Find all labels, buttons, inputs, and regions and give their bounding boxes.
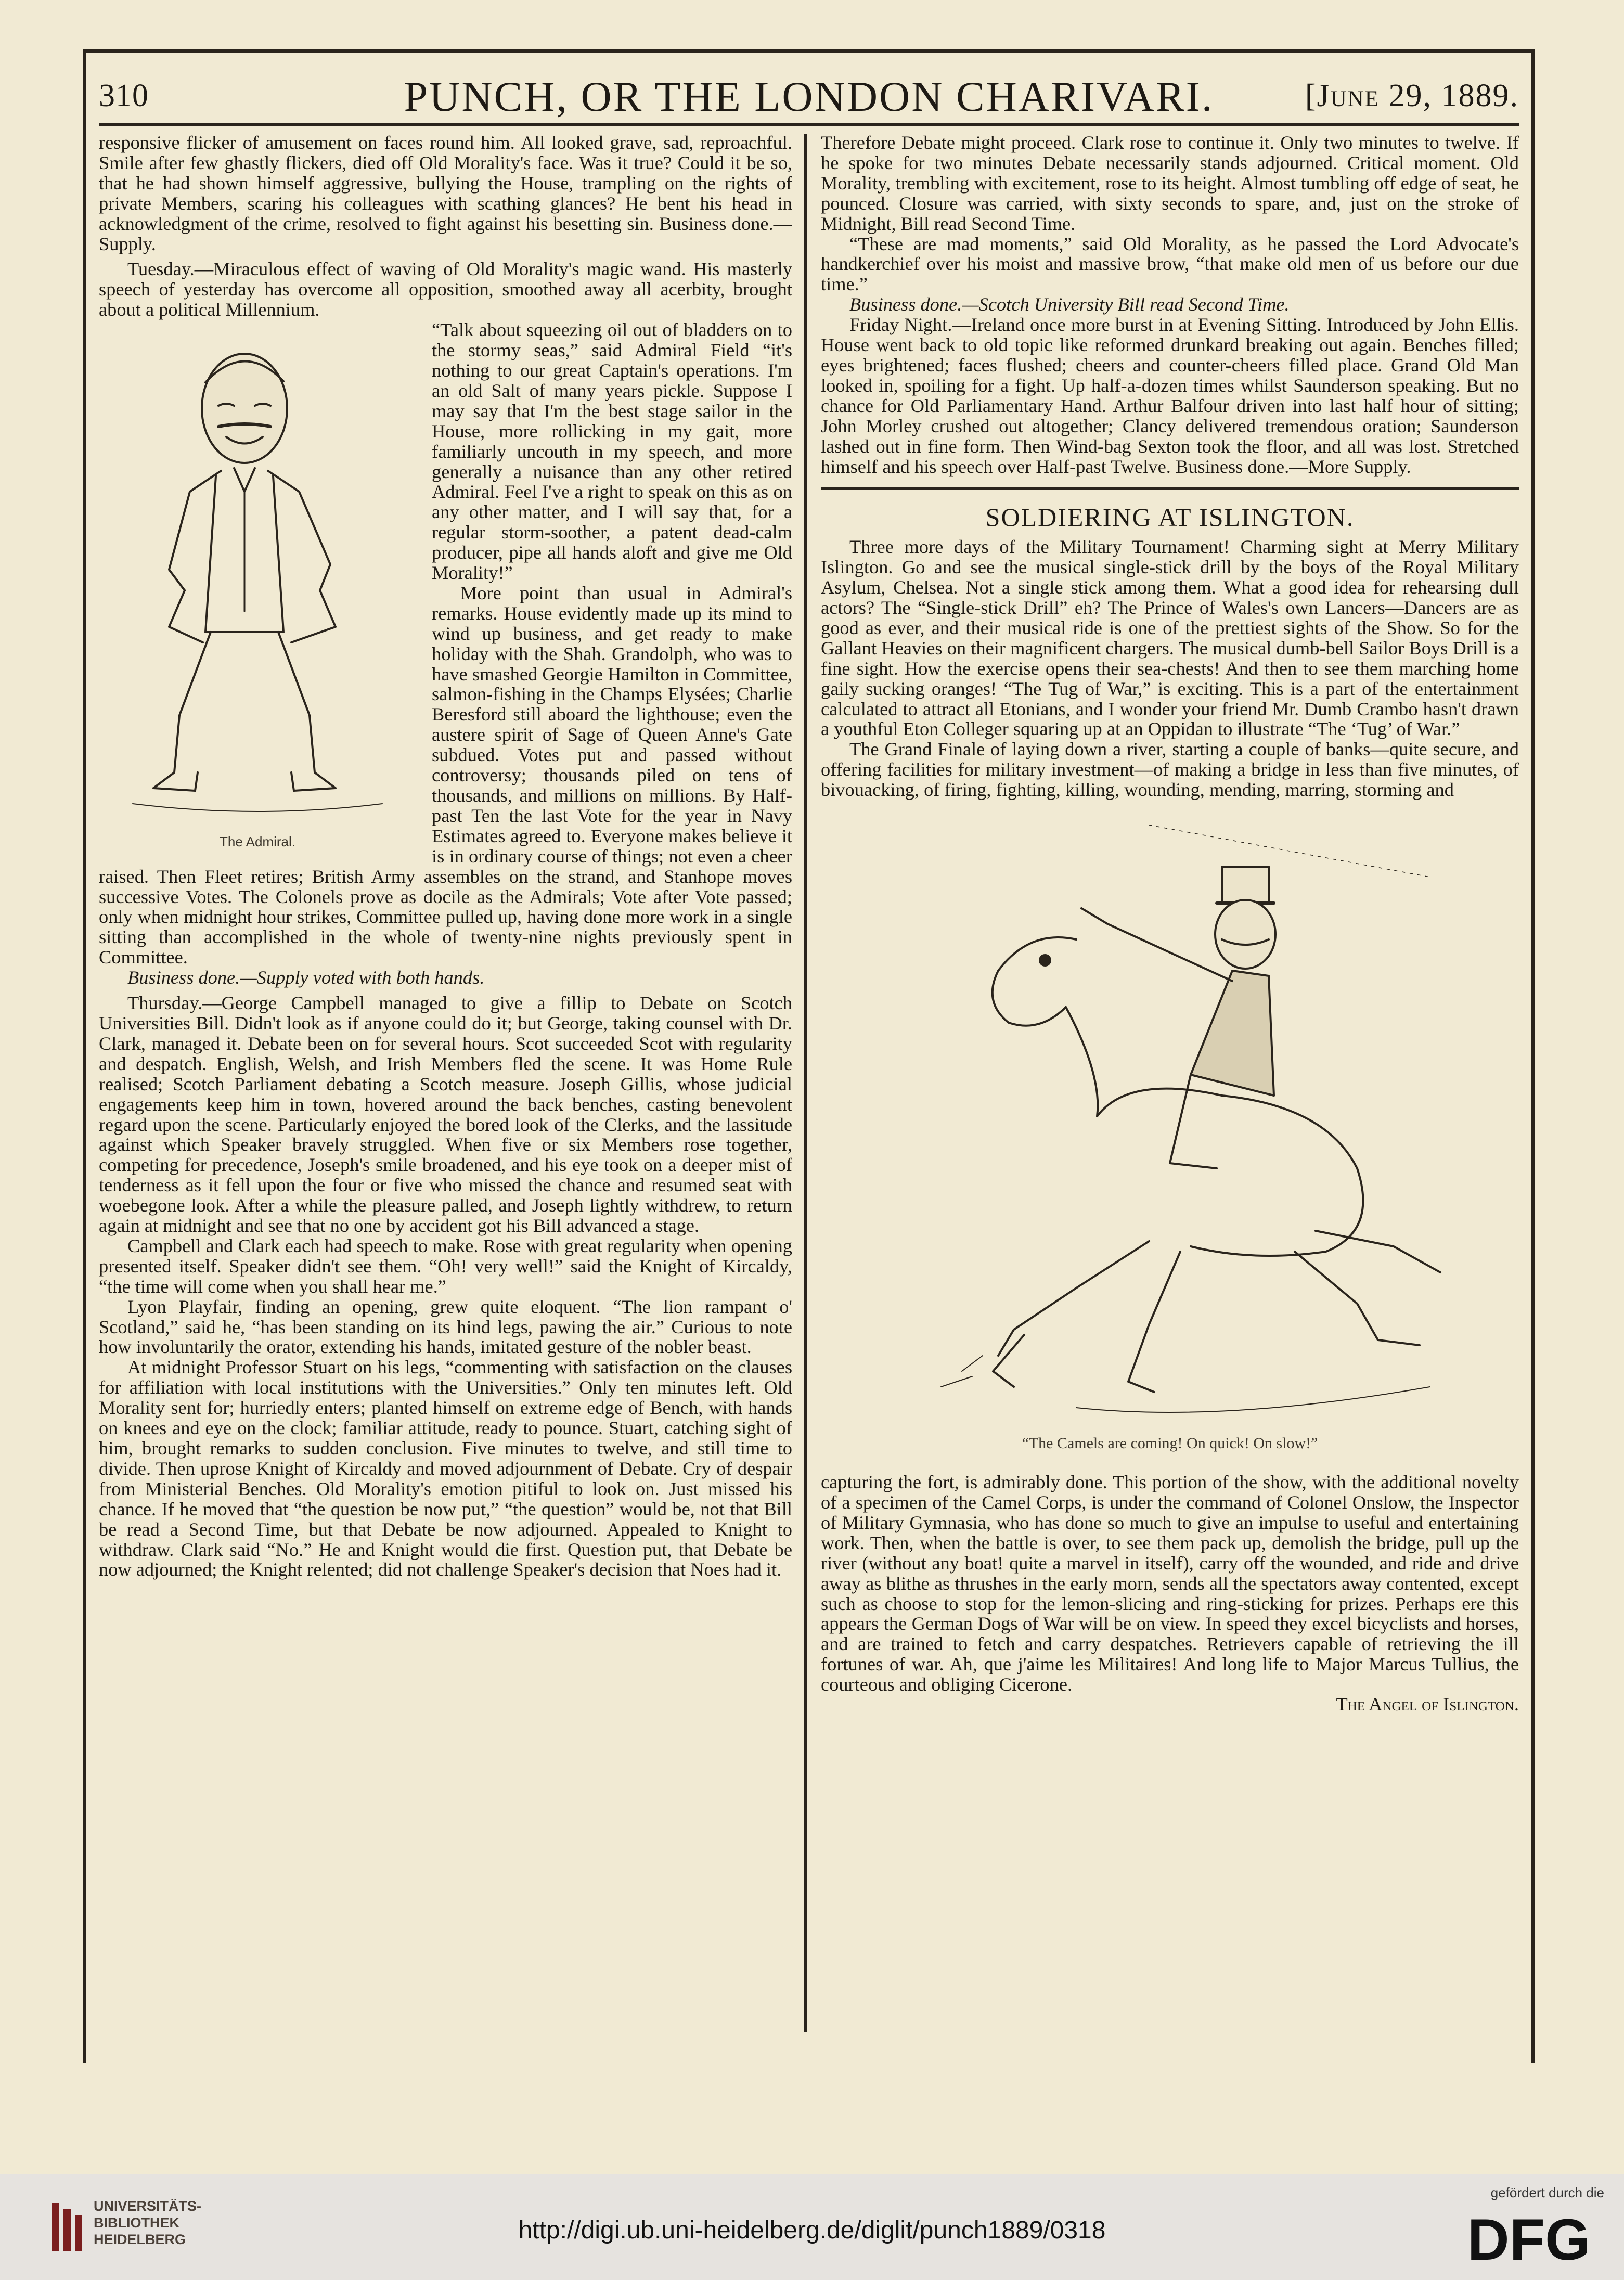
paragraph-admiral-quote: “Talk about squeezing oil out of bladders on to the stormy seas,” said Admiral Field “it's nothing to our great Captain's operations. I'm an old Salt of many years pickle. Suppose I may say that I'm the best stage sailor in the House, more rollicking in my gait, more familiarly uncouth in my speech, and more generally a nuisance than any other retired Admiral. Feel I've a right to speak on this as on any other matter, and I will say that, for a regular storm-soother, a patent dead-calm producer, pipe all hands aloft and give me Old Morality!” [432, 319, 792, 584]
camel-rider-drawing [858, 804, 1482, 1444]
paragraph-tuesday: Tuesday.—Miraculous effect of waving of Old Morality's magic wand. His masterly speech of yesterday has overcome all opposition, smoothed away all acerbity, brought about a political Millennium. [99, 259, 792, 320]
digitisation-footer [0, 2174, 1624, 2280]
column-divider [804, 134, 807, 2032]
paragraph-friday: Friday Night.—Ireland once more burst in at Evening Sitting. Introduced by John Ellis. House went back to old topic like reformed drunkard breaking out again. Benches filled; eyes brightened; faces flushed; cheers and counter-cheers filled place. Grand Old Man looked in, spoiling for a fight. Up half-a-dozen times whilst Saunderson speaking. But no chance for Old Parliamentary Hand. Arthur Balfour driven into last half hour of sitting; John Morley crushed out altogether; Clancy delivered tremendous oration; Saunderson lashed out in fine form. Then Wind-bag Sexton took the floor, and all was lost. Stretched himself and his speech over Half-past Twelve. Business done.—More Supply. [821, 314, 1519, 477]
page-number: 310 [99, 78, 149, 113]
frame-right-rule [1531, 49, 1535, 2063]
source-url-link[interactable]: http://digi.ub.uni-heidelberg.de/diglit/punch1889/0318 [518, 2217, 1106, 2244]
paragraph: Lyon Playfair, finding an opening, grew quite eloquent. “The lion rampant o' Scotland,” said he, “has been standing on its hind legs, pawing the air.” Curious to note how involuntarily the orator, extending his hands, imitated gesture of the nobler beast. [99, 1296, 792, 1358]
paragraph: The Grand Finale of laying down a river, starting a couple of banks—quite secure, and offering facilities for military investment—of making a bridge in less than five minutes, of bivouacking, of firing, fighting, killing, wounding, mending, marring, storming and [821, 739, 1519, 801]
running-header [99, 61, 1519, 134]
article-signature: The Angel of Islington. [1336, 1694, 1519, 1715]
issue-date: [June 29, 1889. [1305, 78, 1519, 113]
business-done: Business done.—Supply voted with both hands. [127, 967, 485, 988]
magazine-page [83, 49, 1535, 2063]
paragraph: responsive flicker of amusement on faces round him. All looked grave, sad, reproachful. Smile after few ghastly flickers, died off Old Morality's face. Was it true? Could it be so, that he had shown himself aggressive, bullying the House, trampling on the rights of private Members, scaring his colleagues with scathing glances? He bent his head in acknowledgment of the crime, resolved to fight against his besetting sin. Business done.—Supply. [99, 133, 792, 254]
paragraph: capturing the fort, is admirably done. This portion of the show, with the additional novelty of a specimen of the Camel Corps, is under the command of Colonel Onslow, the Inspector of Military Gymnasia, who has done so much to give an impulse to useful and entertaining work. Then, when the battle is over, to see them pack up, demolish the bridge, pull up the river (without any boat! quite a marvel in itself), carry off the wounded, and ride and drive away as blithe as thrushes in the early morn, sends all the spectators away contented, except such as choose to stop for the lemon-slicing and ring-sticking for prizes. Perhaps ere this appears the German Dogs of War will be on view. In speed they excel bicyclists and horses, and are trained to fetch and carry despatches. Retrievers capable of retrieving the ill fortunes of war. Ah, que j'aime les Militaires! And long life to Major Marcus Tullius, the courteous and obliging Cicerone. [821, 1472, 1519, 1695]
paragraph: Therefore Debate might proceed. Clark rose to continue it. Only two minutes to twelve. If he spoke for two minutes Debate necessarily stands adjourned. Critical moment. Old Morality, trembling with excitement, rose to its height. Almost tumbling off edge of seat, he pounced. Closure was carried, with sixty seconds to spare, and, just on the stroke of Midnight, Bill read Second Time. [821, 133, 1519, 234]
left-column [99, 133, 792, 2031]
paragraph: More point than usual in Admiral's remarks. House evidently made up its mind to wind up business, and get ready to make holiday with the Shah. Grandolph, who was to have smashed Georgie Hamilton in Committee, salmon-fishing in the Champs Elysées; Charlie Beresford still aboard the lighthouse; even the austere spirit of Sage of Queen Anne's Gate subdued. Votes put and passed without controversy; thousands piled on tens of thousands, and millions on millions. By Half-past Ten the last Vote for the year in Navy Estimates agreed to. Everyone makes believe it is in ordinary course of things; not even a cheer raised. Then Fleet retires; British Army assembles on the strand, and Stanhope moves successive Votes. The Colonels prove as docile as the Admirals; Vote after Vote passed; only when midnight hour strikes, Committee pulled up, having done more work in a single sitting than accomplished in the whole of twenty-nine nights previously spent in Committee. [99, 582, 792, 968]
frame-left-rule [83, 49, 86, 2063]
library-name: UNIVERSITÄTS- BIBLIOTHEK HEIDELBERG [94, 2198, 202, 2247]
funding-label: gefördert durch die [1490, 2185, 1604, 2200]
business-done: Business done.—Scotch University Bill read Second Time. [849, 294, 1290, 315]
paragraph: Campbell and Clark each had speech to make. Rose with great regularity when opening presented itself. Speaker didn't see them. “Oh! very well!” said the Knight of Kircaldy, “the time will come when you shall hear me.” [99, 1235, 792, 1297]
dfg-logo-icon [1453, 2210, 1604, 2267]
camel-illustration [821, 804, 1519, 1470]
paragraph: “These are mad moments,” said Old Morality, as he passed the Lord Advocate's handkerchief over his moist and massive brow, “that make old men of us before our due time.” [821, 233, 1519, 295]
admiral-caption: The Admiral. [220, 834, 295, 850]
paragraph: At midnight Professor Stuart on his legs, “commenting with satisfaction on the clauses for affiliation with local institutions with the Universities.” Only ten minutes left. Old Morality sent for; hurriedly enters; planted himself on extreme edge of Bench, with hands on knees and eye on the clock; familiar attitude, ready to pounce. Stuart, catching sight of him, brought remarks to sudden conclusion. Five minutes to twelve, and still time to divide. Then uprose Knight of Kircaldy and moved adjournment of Debate. Cry of despair from Ministerial Benches. Old Morality's emotion pitiful to look on. Just missed his chance. If he moved that “the question be now put,” “the question” would be, not that Bill be read a Second Time, but that Debate be now adjourned. Appealed to Knight to withdraw. Clark said “No.” He and Knight would die first. Question put, that Debate be now adjourned; the Knight relented; did not challenge Speaker's decision that Noes had it. [99, 1357, 792, 1580]
section-heading: SOLDIERING AT ISLINGTON. [985, 503, 1355, 532]
camel-caption: “The Camels are coming! On quick! On slow!” [1022, 1435, 1318, 1452]
running-title: PUNCH, OR THE LONDON CHARIVARI. [404, 73, 1214, 120]
paragraph-thursday: Thursday.—George Campbell managed to give a fillip to Debate on Scotch Universities Bill. Didn't look as if anyone could do it; but George, taking counsel with Dr. Clark, managed it. Debate been on for several hours. Scot succeeded Scot with regularity and despatch. English, Welsh, and Irish Members fled the scene. It was Home Rule realised; Scotch Parliament debating a Scotch measure. Joseph Gillis, whose judicial engagements keep him in town, hovered around the back benches, casting benevolent regard upon the scene. Particularly enjoyed the bored look of the Clerks, and the lassitude against which Speaker bravely struggled. When five or six Members rose together, competing for precedence, Joseph's smile broadened, and his eye took on a deeper mist of tenderness as it fell upon the four or five who missed the chance and resumed seat with woebegone look. After a while the pleasure palled, and Joseph lightly withdrew, to return again at midnight and see that no one by accident got his Bill advanced a stage. [99, 993, 792, 1236]
section-rule [821, 487, 1519, 490]
frame-top-rule [83, 49, 1535, 53]
paragraph: Three more days of the Military Tournament! Charming sight at Merry Military Islington. Go and see the musical single-stick drill by the boys of the Royal Military Asylum, Chelsea. Not a single stick among them. What a good idea for rehearsing dull actors? The “Single-stick Drill” eh? The Prince of Wales's own Lancers—Dancers are as good as ever, and their musical ride is one of the prettiest sights of the Show. So for the Gallant Heavies on their magnificent chargers. The musical dumb-bell Sailor Boys Drill is a fine sight. How the exercise opens their sea-chests! And then to see them marching home gaily sucking oranges! “The Tug of War,” is exciting. This is a part of the entertainment calculated to attract all Etonians, and I wonder your friend Mr. Dumb Crambo hasn't drawn a youthful Eton Colleger squaring up at an Oppidan to illustrate “The ‘Tug’ of War.” [821, 536, 1519, 740]
dfg-logo-text: DFG [1467, 2210, 1591, 2267]
admiral-illustration [99, 320, 416, 856]
right-column [821, 133, 1519, 2031]
header-rule [99, 123, 1519, 126]
admiral-drawing [112, 320, 403, 830]
